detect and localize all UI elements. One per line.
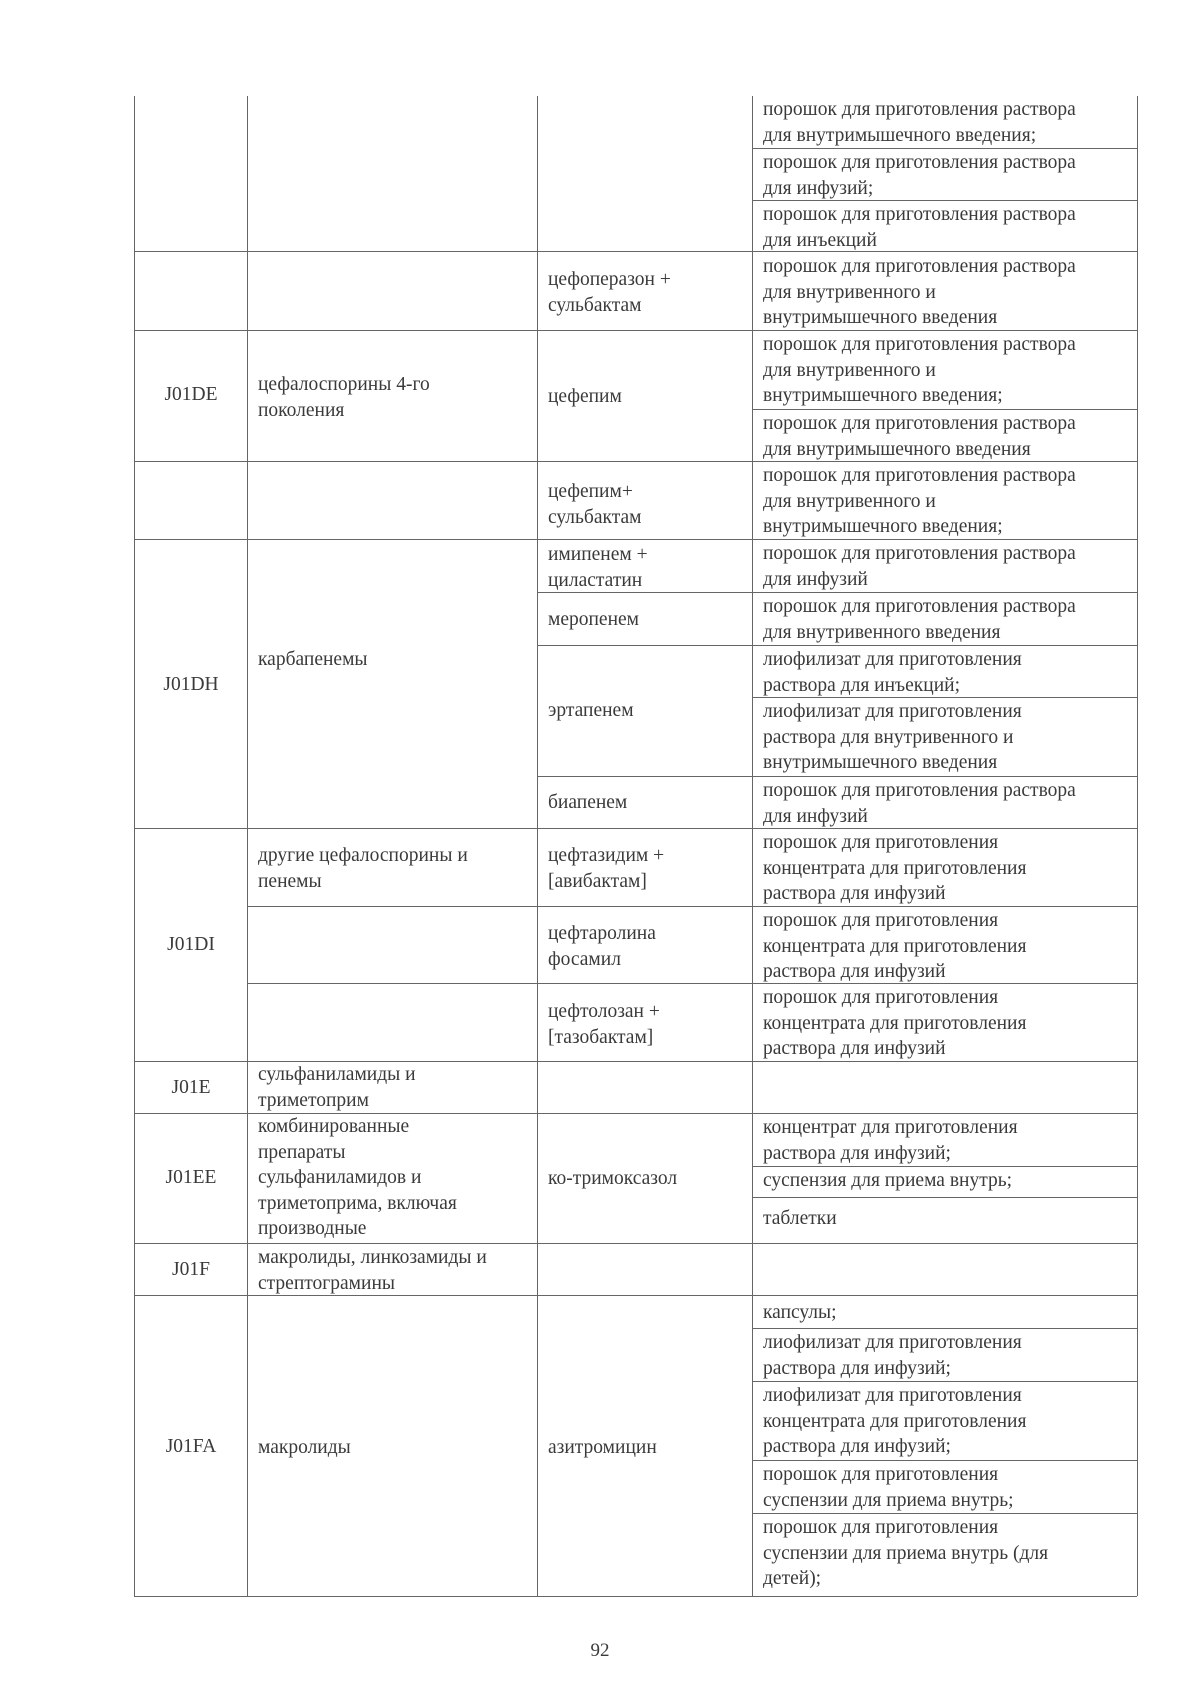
row-separator <box>134 1243 1137 1244</box>
dosage-form-cell: лиофилизат для приготовления раствора для инфузий; <box>763 1332 1022 1379</box>
drug-name-cell: цефтазидим + [авибактам] <box>548 845 665 892</box>
drug-name-cell: цефепим <box>548 386 622 407</box>
group-name-cell: сульфаниламиды и триметоприм <box>258 1064 416 1111</box>
group-name-cell: макролиды, линкозамиды и стрептограмины <box>258 1247 487 1294</box>
form-separator <box>752 1328 1137 1329</box>
drug-name-cell: цефтолозан + [тазобактам] <box>548 1001 660 1048</box>
dosage-form-cell: лиофилизат для приготовления концентрата для приготовления раствора для инфузий; <box>763 1385 1027 1457</box>
group-name-cell: макролиды <box>258 1437 351 1458</box>
drug-name-cell: ко-тримоксазол <box>548 1168 678 1189</box>
column-border-3 <box>752 96 753 1596</box>
dosage-form-cell: порошок для приготовления раствора для внутривенного и внутримышечного введения <box>763 256 1076 328</box>
drug-name-cell: эртапенем <box>548 700 634 721</box>
group-name-cell: карбапенемы <box>258 649 368 670</box>
page-number: 92 <box>590 1640 610 1661</box>
form-separator <box>752 148 1137 149</box>
dosage-form-cell: порошок для приготовления суспензии для приема внутрь (для детей); <box>763 1517 1049 1589</box>
dosage-form-cell: порошок для приготовления концентрата для приготовления раствора для инфузий <box>763 832 1027 904</box>
dosage-form-cell: порошок для приготовления концентрата для приготовления раствора для инфузий <box>763 987 1027 1059</box>
form-separator <box>752 1513 1137 1514</box>
dosage-form-cell: концентрат для приготовления раствора для инфузий; <box>763 1117 1018 1164</box>
dosage-form-cell: порошок для приготовления раствора для внутримышечного введения; <box>763 99 1076 146</box>
dosage-form-cell: порошок для приготовления раствора для инфузий <box>763 780 1076 827</box>
group-name-cell: цефалоспорины 4-го поколения <box>258 374 430 421</box>
dosage-form-cell: порошок для приготовления раствора для инфузий <box>763 543 1076 590</box>
drug-name-cell: цефтаролина фосамил <box>548 923 656 970</box>
cell-separator <box>537 645 1137 646</box>
dosage-form-cell: порошок для приготовления раствора для внутримышечного введения <box>763 413 1076 460</box>
atc-code-cell: J01FA <box>165 1436 217 1457</box>
drug-name-cell: цефепим+ сульбактам <box>548 481 642 528</box>
dosage-form-cell: порошок для приготовления раствора для инфузий; <box>763 152 1076 199</box>
dosage-form-cell: таблетки <box>763 1208 837 1229</box>
atc-code-cell: J01EE <box>165 1167 217 1188</box>
atc-code-cell: J01DI <box>167 934 215 955</box>
form-separator <box>752 1197 1137 1198</box>
dosage-form-cell: порошок для приготовления концентрата для приготовления раствора для инфузий <box>763 910 1027 982</box>
drug-name-cell: биапенем <box>548 792 628 813</box>
dosage-form-cell: капсулы; <box>763 1302 837 1323</box>
column-border-2 <box>537 96 538 1596</box>
drug-name-cell: цефоперазон + сульбактам <box>548 269 671 316</box>
atc-code-cell: J01DH <box>163 674 219 695</box>
table-border-left <box>134 96 135 1596</box>
form-separator <box>752 1166 1137 1167</box>
cell-separator <box>537 776 1137 777</box>
group-name-cell: другие цефалоспорины и пенемы <box>258 845 468 892</box>
drug-name-cell: имипенем + циластатин <box>548 544 648 591</box>
dosage-form-cell: порошок для приготовления суспензии для приема внутрь; <box>763 1464 1014 1511</box>
dosage-form-cell: порошок для приготовления раствора для внутривенного и внутримышечного введения; <box>763 334 1076 406</box>
drug-name-cell: азитромицин <box>548 1437 657 1458</box>
dosage-form-cell: лиофилизат для приготовления раствора для инъекций; <box>763 649 1022 696</box>
table-border-bottom <box>134 1596 1137 1597</box>
form-separator <box>752 1460 1137 1461</box>
dosage-form-cell: порошок для приготовления раствора для внутривенного и внутримышечного введения; <box>763 465 1076 537</box>
drug-name-cell: меропенем <box>548 609 640 630</box>
column-border-1 <box>247 96 248 1596</box>
dosage-form-cell: суспензия для приема внутрь; <box>763 1170 1013 1191</box>
dosage-form-cell: порошок для приготовления раствора для внутривенного введения <box>763 596 1076 643</box>
dosage-form-cell: порошок для приготовления раствора для инъекций <box>763 204 1076 251</box>
table-border-right <box>1137 96 1138 1596</box>
atc-code-cell: J01E <box>171 1077 211 1098</box>
form-separator <box>752 409 1137 410</box>
group-name-cell: комбинированные препараты сульфаниламидов и триметоприма, включая производные <box>258 1116 457 1239</box>
atc-code-cell: J01F <box>172 1259 210 1280</box>
atc-code-cell: J01DE <box>164 384 218 405</box>
form-separator <box>752 1381 1137 1382</box>
dosage-form-cell: лиофилизат для приготовления раствора для внутривенного и внутримышечного введения <box>763 701 1022 773</box>
